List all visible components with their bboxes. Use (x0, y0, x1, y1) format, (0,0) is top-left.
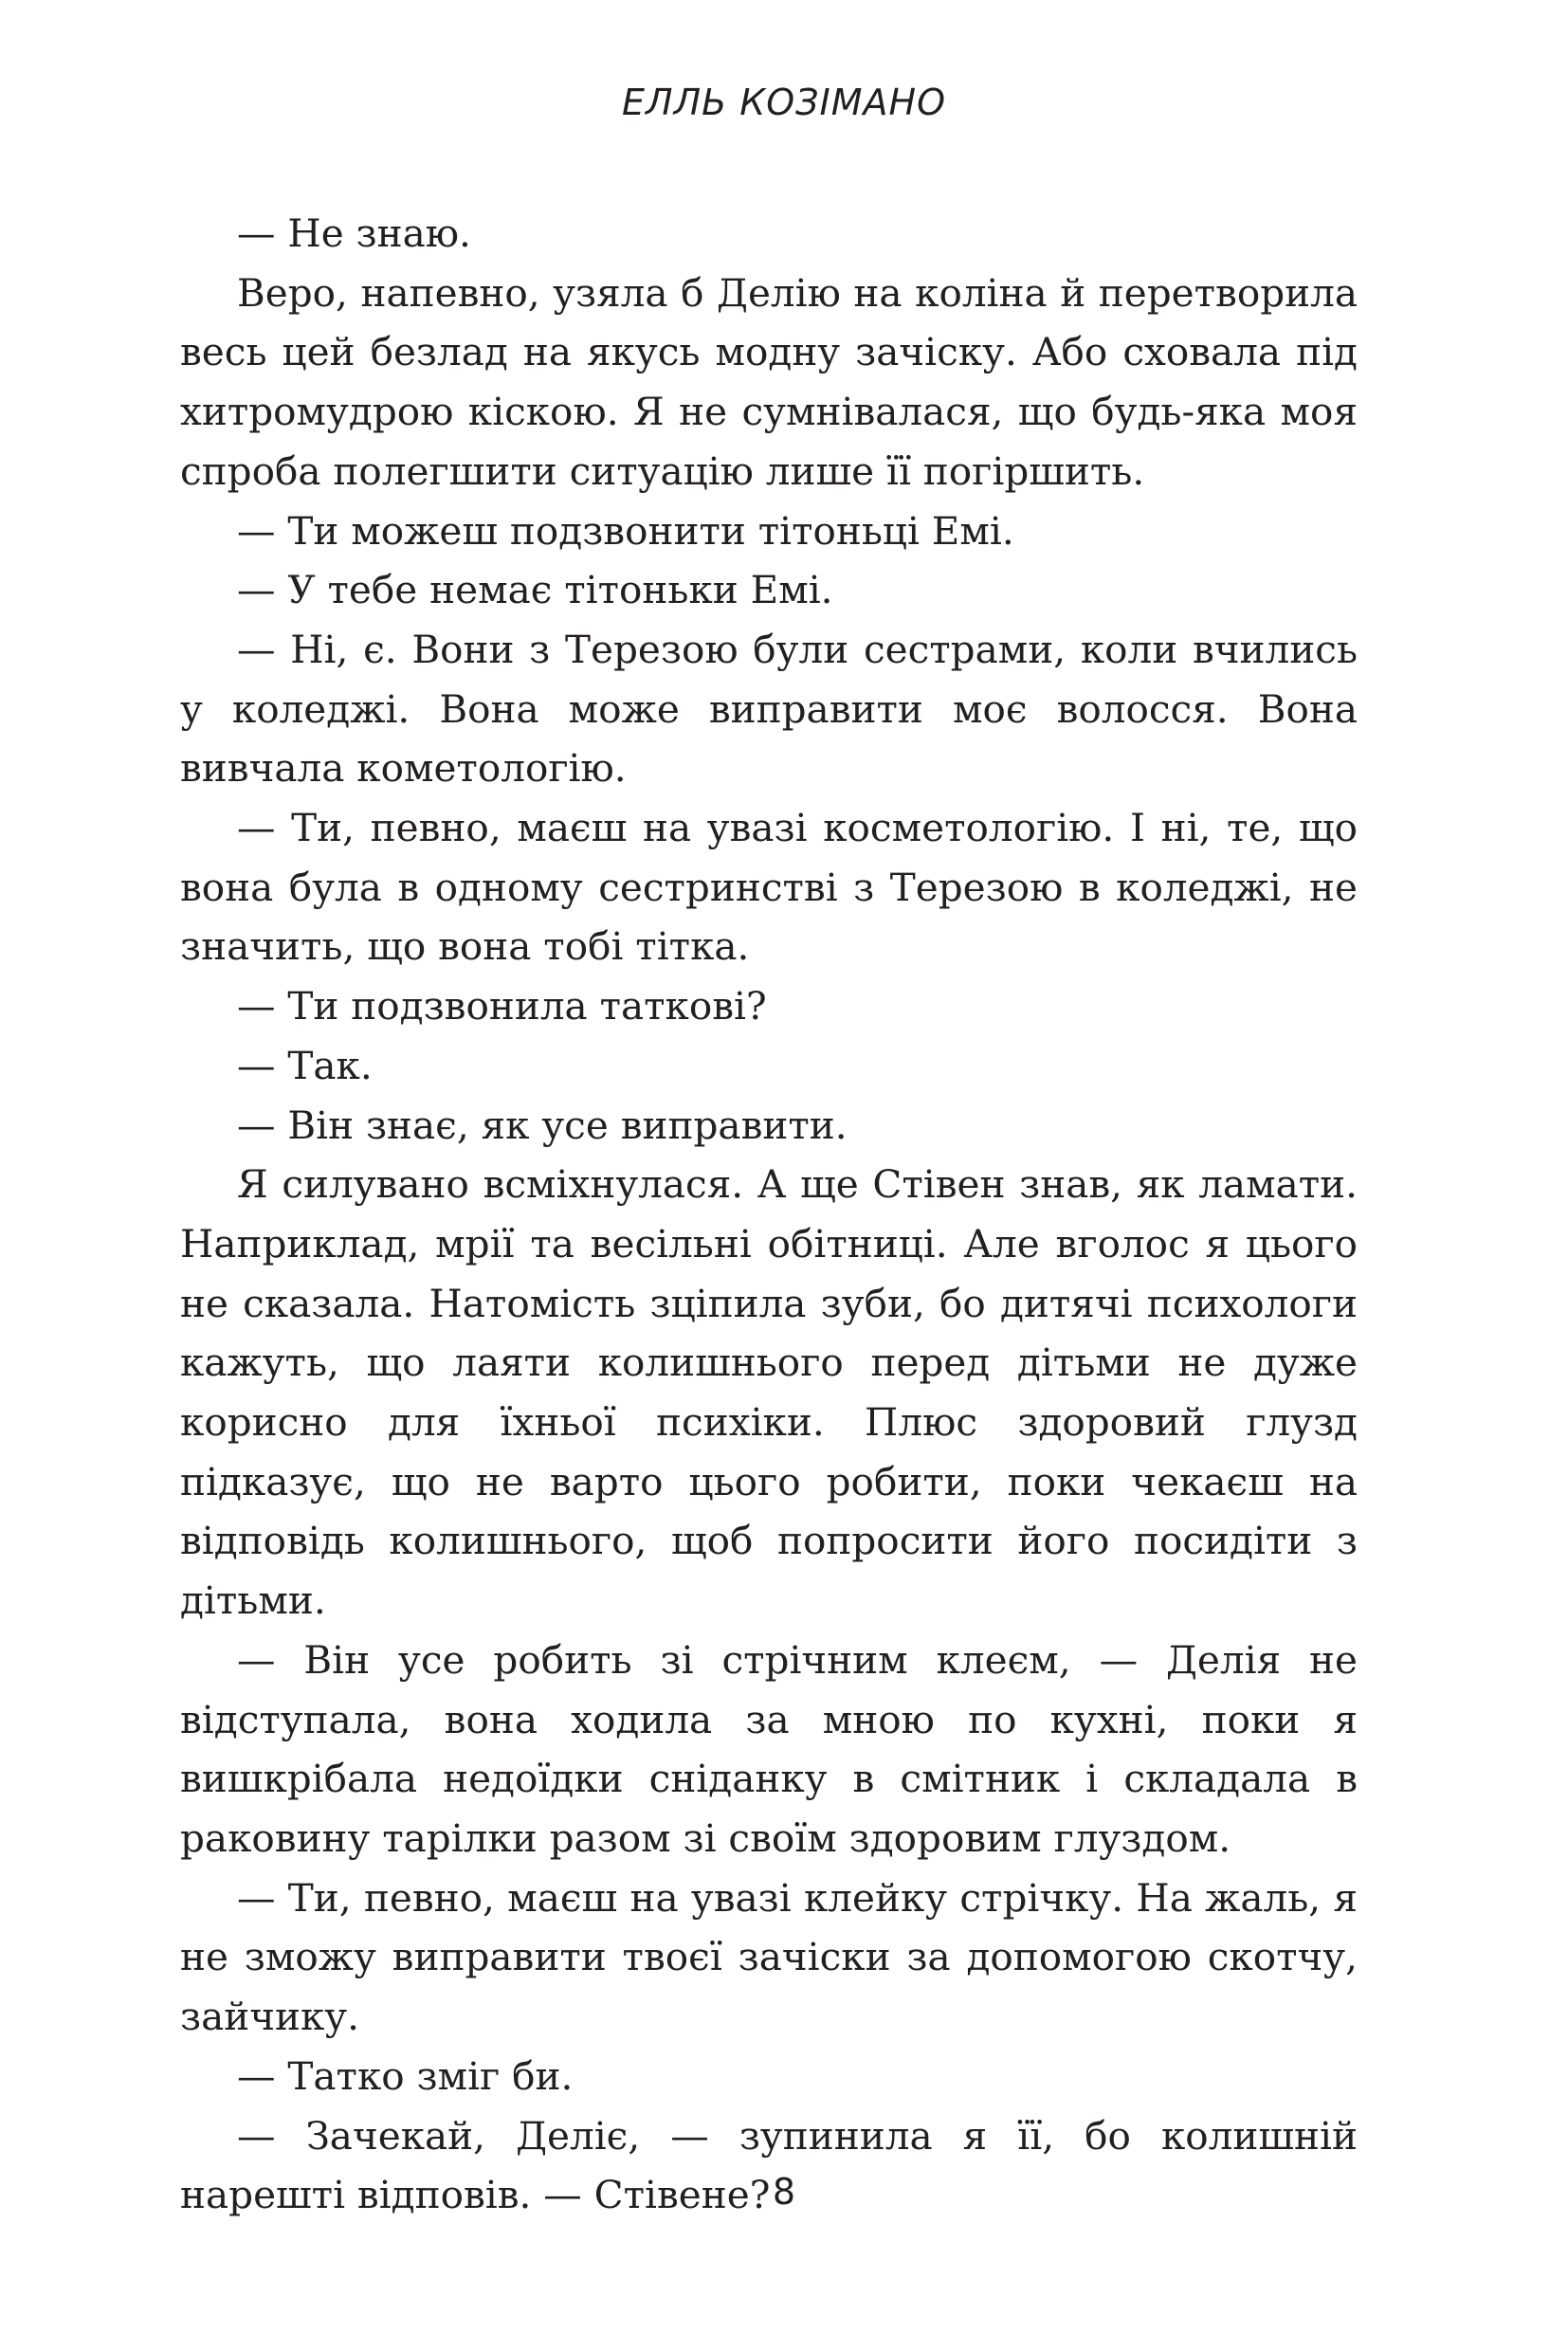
paragraph: Веро, напевно, узяла б Делію на коліна й перетворила весь цей безлад на якусь модну зачіску. Або сховала під хитромудрою кіскою. Я не сумнівалася, що будь-яка моя спроба полегшити ситуацію лише її погіршить. (180, 269, 1358, 494)
body-text (180, 204, 1358, 2225)
paragraph: — Татко зміг би. (237, 2052, 574, 2099)
paragraph: — Він усе робить зі стрічним клеєм, — Делія не відступала, вона ходила за мною по кухні, поки я вишкрібала недоїдки сніданку в смітник і складала в раковину тарілки разом зі своїм здоровим глуздом. (180, 1636, 1358, 1861)
paragraph: — Зачекай, Деліє, — зупинила я її, бо колишній нарешті відповів. — Стівене? (180, 2112, 1358, 2218)
page-number: 8 (772, 2171, 796, 2213)
paragraph: — Не знаю. (237, 210, 471, 256)
paragraph: — Ні, є. Вони з Терезою були сестрами, коли вчились у коледжі. Вона може виправити моє волосся. Вона вивчала кометологію. (180, 626, 1358, 792)
paragraph: — Ти, певно, маєш на увазі косметологію. І ні, те, що вона була в одному сестринстві з Терезою в коледжі, не значить, що вона тобі тітка. (180, 805, 1358, 970)
paragraph: — Так. (237, 1042, 373, 1088)
paragraph: — Ти можеш подзвонити тітоньці Емі. (237, 507, 1014, 554)
running-head: ЕЛЛЬ КОЗІМАНО (621, 82, 947, 123)
paragraph: Я силувано всміхнулася. А ще Стівен знав, як ламати. Наприклад, мрії та весільні обітниці. Але вголос я цього не сказала. Натомість зціпила зуби, бо дитячі психологи кажуть, що лаяти колишнього перед дітьми не дуже корисно для їхньої психіки. Плюс здоровий глузд підказує, що не варто цього робити, поки чекаєш на відповідь колишнього, щоб попросити його посидіти з дітьми. (180, 1161, 1358, 1624)
paragraph: — Він знає, як усе виправити. (237, 1102, 848, 1148)
paragraph: — Ти подзвонила таткові? (237, 983, 767, 1030)
paragraph: — Ти, певно, маєш на увазі клейку стрічку. На жаль, я не зможу виправити твоєї зачіски за допомогою скотчу, зайчику. (180, 1874, 1358, 2040)
paragraph: — У тебе немає тітоньки Емі. (237, 567, 833, 613)
